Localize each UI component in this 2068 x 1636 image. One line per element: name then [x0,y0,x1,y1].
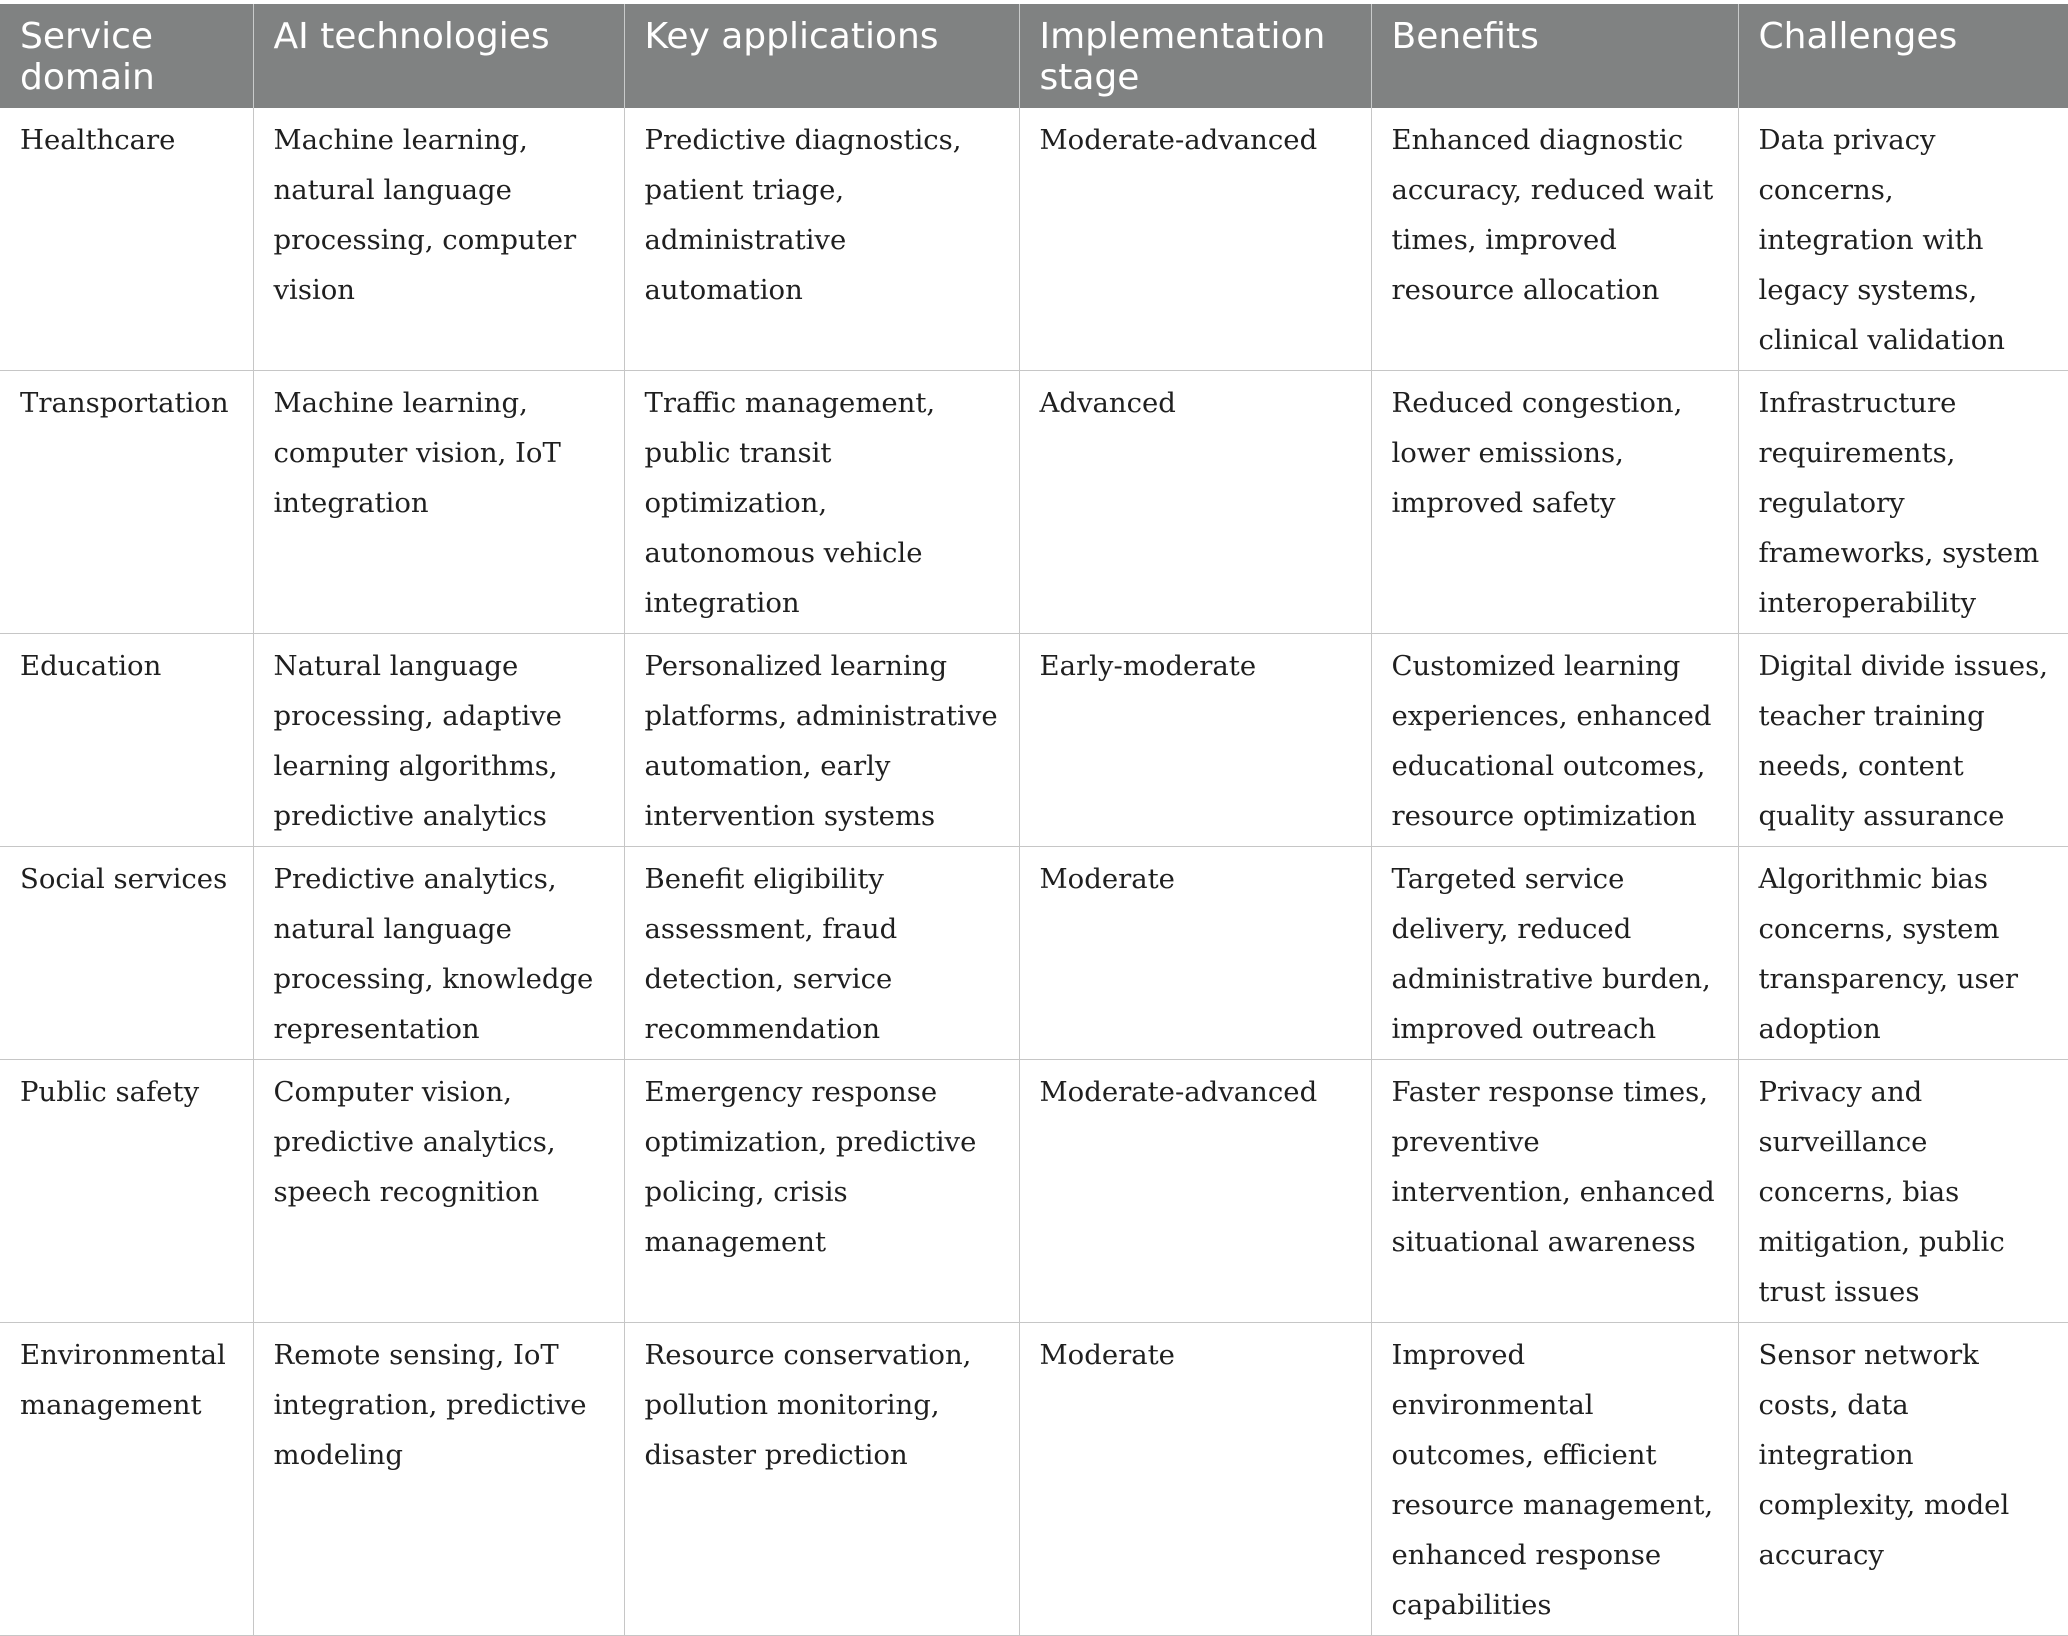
cell-challenges: Infrastructure requirements, regulatory frameworks, system interoperability [1738,371,2068,634]
cell-implementation-stage: Moderate [1019,847,1371,1060]
cell-benefits: Targeted service delivery, reduced administrative burden, improved outreach [1371,847,1738,1060]
table-row [0,847,2068,1060]
header-service-domain: Service domain [0,4,253,108]
cell-service-domain: Healthcare [0,108,253,371]
cell-service-domain: Social services [0,847,253,1060]
cell-implementation-stage: Moderate [1019,1323,1371,1636]
cell-ai-technologies: Machine learning, computer vision, IoT integration [253,371,624,634]
cell-challenges: Data privacy concerns, integration with legacy systems, clinical validation [1738,108,2068,371]
table-row [0,1323,2068,1636]
cell-service-domain: Transportation [0,371,253,634]
cell-implementation-stage: Early-moderate [1019,634,1371,847]
cell-key-applications: Predictive diagnostics, patient triage, administrative automation [624,108,1019,371]
cell-implementation-stage: Moderate-advanced [1019,1060,1371,1323]
cell-challenges: Privacy and surveillance concerns, bias mitigation, public trust issues [1738,1060,2068,1323]
header-challenges: Challenges [1738,4,2068,108]
cell-benefits: Enhanced diagnostic accuracy, reduced wait times, improved resource allocation [1371,108,1738,371]
cell-key-applications: Benefit eligibility assessment, fraud detection, service recommendation [624,847,1019,1060]
table-row [0,634,2068,847]
cell-benefits: Faster response times, preventive intervention, enhanced situational awareness [1371,1060,1738,1323]
cell-key-applications: Traffic management, public transit optimization, autonomous vehicle integration [624,371,1019,634]
cell-ai-technologies: Natural language processing, adaptive learning algorithms, predictive analytics [253,634,624,847]
cell-key-applications: Personalized learning platforms, administrative automation, early intervention systems [624,634,1019,847]
table-row [0,108,2068,371]
header-ai-technologies: AI technologies [253,4,624,108]
table-row [0,371,2068,634]
header-key-applications: Key applications [624,4,1019,108]
table-body [0,108,2068,1636]
table-header [0,4,2068,108]
table-row [0,1060,2068,1323]
cell-implementation-stage: Advanced [1019,371,1371,634]
header-benefits: Benefits [1371,4,1738,108]
ai-services-table [0,4,2068,1636]
cell-benefits: Customized learning experiences, enhanced educational outcomes, resource optimization [1371,634,1738,847]
cell-service-domain: Education [0,634,253,847]
cell-service-domain: Environmental management [0,1323,253,1636]
cell-challenges: Sensor network costs, data integration complexity, model accuracy [1738,1323,2068,1636]
cell-ai-technologies: Predictive analytics, natural language processing, knowledge representation [253,847,624,1060]
cell-key-applications: Resource conservation, pollution monitoring, disaster prediction [624,1323,1019,1636]
cell-key-applications: Emergency response optimization, predictive policing, crisis management [624,1060,1019,1323]
cell-ai-technologies: Machine learning, natural language processing, computer vision [253,108,624,371]
cell-challenges: Algorithmic bias concerns, system transparency, user adoption [1738,847,2068,1060]
cell-benefits: Improved environmental outcomes, efficient resource management, enhanced response capabilities [1371,1323,1738,1636]
cell-service-domain: Public safety [0,1060,253,1323]
cell-implementation-stage: Moderate-advanced [1019,108,1371,371]
header-row [0,4,2068,108]
cell-ai-technologies: Remote sensing, IoT integration, predictive modeling [253,1323,624,1636]
cell-challenges: Digital divide issues, teacher training needs, content quality assurance [1738,634,2068,847]
cell-ai-technologies: Computer vision, predictive analytics, speech recognition [253,1060,624,1323]
header-implementation-stage: Implementation stage [1019,4,1371,108]
cell-benefits: Reduced congestion, lower emissions, improved safety [1371,371,1738,634]
